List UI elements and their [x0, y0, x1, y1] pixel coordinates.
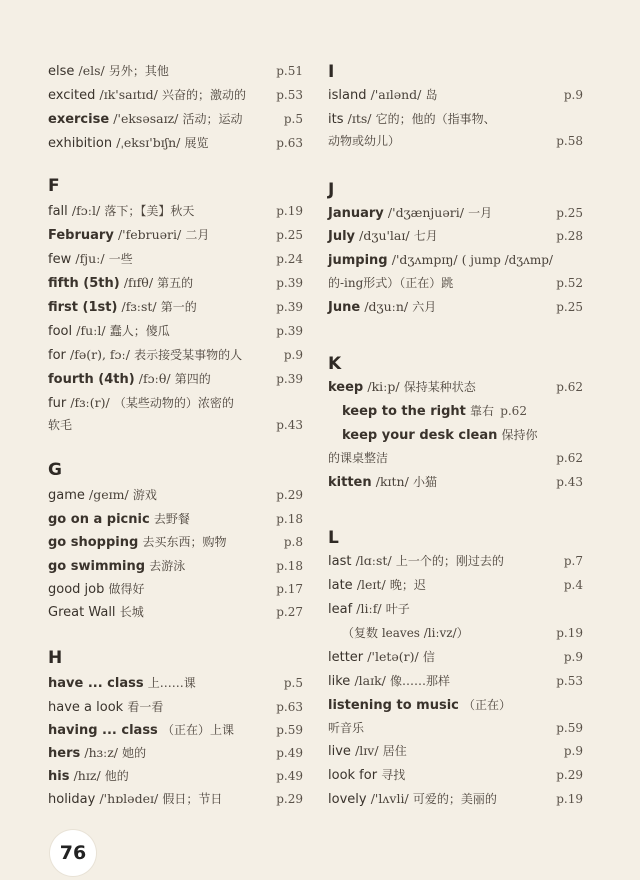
glossary-entry [48, 508, 303, 530]
glossary-entry [328, 717, 583, 739]
entry-page-reference: p.24 [276, 252, 303, 266]
entry-word: late [328, 578, 353, 593]
entry-page-reference: p.17 [276, 582, 303, 596]
entry-translation: 岛 [425, 88, 438, 102]
glossary-entry [328, 598, 583, 620]
entry-word: fourth (4th) [48, 372, 135, 387]
glossary-entry [48, 765, 303, 787]
entry-translation: 落下；【美】秋天 [104, 204, 195, 218]
section-letter: G [48, 460, 62, 480]
glossary-entry [328, 272, 583, 294]
entry-word: go shopping [48, 535, 139, 550]
glossary-entry [342, 400, 583, 422]
entry-translation: 它的；他的（指事物、 [375, 112, 496, 126]
entry-page-reference: p.49 [276, 746, 303, 760]
entry-page-reference: p.25 [276, 228, 303, 242]
entry-page-reference: p.9 [563, 650, 583, 664]
entry-page-reference: p.29 [556, 768, 583, 782]
glossary-entry [328, 670, 583, 692]
glossary-entry [48, 531, 303, 553]
entry-page-reference: p.51 [276, 64, 303, 78]
entry-translation: ( jump /dʒʌmp/ [461, 253, 553, 267]
entry-translation: 晚；迟 [389, 578, 426, 592]
glossary-entry [48, 414, 303, 436]
entry-pronunciation: /'eksəsaɪz/ [113, 111, 179, 126]
entry-translation: 做得好 [108, 582, 145, 596]
entry-translation: 她的 [122, 746, 147, 760]
entry-word: its [328, 112, 344, 127]
entry-page-reference: p.62 [556, 380, 583, 394]
entry-word: fifth (5th) [48, 276, 120, 291]
glossary-entry [328, 574, 583, 596]
glossary-entry [48, 60, 303, 82]
entry-page-reference: p.25 [556, 300, 583, 314]
entry-pronunciation: /kiːp/ [367, 379, 400, 394]
entry-page-reference: p.28 [556, 229, 583, 243]
entry-word: February [48, 228, 114, 243]
section-letter: F [48, 176, 60, 196]
entry-page-reference: p.8 [283, 535, 303, 549]
entry-word: keep [328, 380, 364, 395]
entry-page-reference: p.53 [276, 88, 303, 102]
glossary-entry [48, 719, 303, 741]
entry-translation: 动物或幼儿） [328, 134, 401, 148]
entry-pronunciation: /els/ [78, 63, 105, 78]
entry-word: June [328, 300, 361, 315]
section-letter: I [328, 62, 335, 82]
entry-pronunciation: /'aɪlənd/ [370, 87, 422, 102]
entry-page-reference: p.49 [276, 769, 303, 783]
entry-page-reference: p.59 [556, 721, 583, 735]
entry-word: jumping [328, 253, 388, 268]
entry-page-reference: p.7 [563, 554, 583, 568]
entry-translation: （复数 leaves /liːvz/） [342, 626, 469, 640]
entry-word: have ... class [48, 676, 144, 691]
entry-pronunciation: /dʒuːn/ [364, 299, 409, 314]
glossary-entry [48, 320, 303, 342]
glossary-entry [328, 788, 583, 810]
entry-pronunciation: /lɑːst/ [355, 553, 392, 568]
glossary-entry [328, 447, 583, 469]
entry-pronunciation: /hɜːz/ [84, 745, 119, 760]
entry-pronunciation: /fɜːst/ [121, 299, 157, 314]
entry-pronunciation: /liːf/ [356, 601, 382, 616]
entry-word: fool [48, 324, 73, 339]
glossary-entry [328, 225, 583, 247]
entry-word: good job [48, 582, 105, 597]
entry-word: look for [328, 768, 378, 783]
entry-word: keep to the right [342, 404, 466, 419]
entry-translation: 展览 [184, 136, 209, 150]
glossary-entry [328, 202, 583, 224]
entry-translation: （正在） [463, 698, 512, 712]
glossary-entry [48, 392, 303, 414]
entry-page-reference: p.9 [563, 744, 583, 758]
glossary-entry [328, 130, 583, 152]
entry-pronunciation: /fuːl/ [76, 323, 106, 338]
entry-pronunciation: /'hɒlədeɪ/ [99, 791, 159, 806]
glossary-entry [328, 550, 583, 572]
entry-page-reference: p.63 [276, 136, 303, 150]
glossary-entry [48, 555, 303, 577]
entry-word: like [328, 674, 351, 689]
entry-pronunciation: /ˌeksɪ'bɪʃn/ [116, 135, 181, 150]
glossary-entry [328, 376, 583, 398]
glossary-entry [48, 484, 303, 506]
glossary-entry [48, 742, 303, 764]
glossary-entry [328, 249, 583, 271]
entry-translation: 长城 [119, 605, 144, 619]
entry-pronunciation: /'letə(r)/ [367, 649, 419, 664]
entry-translation: 居住 [382, 744, 407, 758]
entry-page-reference: p.62 [556, 451, 583, 465]
glossary-entry [48, 84, 303, 106]
entry-word: lovely [328, 792, 367, 807]
entry-page-reference: p.43 [276, 418, 303, 432]
entry-page-reference: p.39 [276, 324, 303, 338]
entry-translation: 上一个的；刚过去的 [395, 554, 504, 568]
entry-page-reference: p.39 [276, 372, 303, 386]
entry-page-reference: p.5 [283, 112, 303, 126]
entry-translation: 去买东西；购物 [142, 535, 227, 549]
glossary-entry [342, 424, 583, 446]
entry-translation: 兴奋的；激动的 [161, 88, 246, 102]
entry-translation: 像……那样 [390, 674, 451, 688]
entry-pronunciation: /fɔːl/ [71, 203, 101, 218]
entry-pronunciation: /kɪtn/ [375, 474, 409, 489]
glossary-entry [328, 108, 583, 130]
section-letter: H [48, 648, 63, 668]
entry-pronunciation: /'dʒʌmpɪŋ/ [391, 252, 458, 267]
entry-translation: 第四的 [174, 372, 211, 386]
entry-page-reference: p.19 [276, 204, 303, 218]
entry-translation: 他的 [104, 769, 129, 783]
entry-translation: 上……课 [147, 676, 196, 690]
entry-word: else [48, 64, 75, 79]
entry-word: few [48, 252, 72, 267]
entry-word: July [328, 229, 356, 244]
entry-word: fall [48, 204, 68, 219]
entry-translation: 保持某种状态 [403, 380, 476, 394]
entry-page-reference: p.39 [276, 276, 303, 290]
entry-translation: （某些动物的）浓密的 [113, 396, 234, 410]
entry-pronunciation: /fɪfθ/ [123, 275, 154, 290]
entry-word: kitten [328, 475, 372, 490]
entry-pronunciation: /fə(r), fɔː/ [70, 347, 130, 362]
entry-page-reference: p.52 [556, 276, 583, 290]
entry-word: island [328, 88, 367, 103]
entry-pronunciation: /fjuː/ [75, 251, 105, 266]
entry-word: game [48, 488, 85, 503]
entry-word: January [328, 206, 384, 221]
entry-translation: 另外；其他 [108, 64, 169, 78]
glossary-entry [328, 646, 583, 668]
entry-page-reference: p.63 [276, 700, 303, 714]
section-letter: L [328, 528, 339, 548]
entry-translation: 六月 [412, 300, 437, 314]
entry-pronunciation: /fɔːθ/ [138, 371, 171, 386]
glossary-entry [48, 368, 303, 390]
entry-word: go swimming [48, 559, 146, 574]
glossary-entry [48, 344, 303, 366]
entry-translation: 蠢人；傻瓜 [109, 324, 170, 338]
glossary-entry [48, 578, 303, 600]
entry-word: fur [48, 396, 67, 411]
entry-page-reference: p.18 [276, 512, 303, 526]
entry-pronunciation: /'lʌvli/ [370, 791, 409, 806]
entry-page-reference: p.53 [556, 674, 583, 688]
entry-word: keep your desk clean [342, 428, 498, 443]
entry-translation: 保持你 [501, 428, 538, 442]
entry-word: go on a picnic [48, 512, 150, 527]
entry-pronunciation: /'dʒænjuəri/ [387, 205, 464, 220]
entry-pronunciation: /dʒu'laɪ/ [359, 228, 410, 243]
entry-word: have a look [48, 700, 124, 715]
glossary-entry [342, 622, 583, 644]
entry-pronunciation: /ɪk'saɪtɪd/ [99, 87, 158, 102]
section-letter: K [328, 354, 342, 374]
entry-pronunciation: /hɪz/ [73, 768, 101, 783]
entry-page-reference: p.19 [556, 792, 583, 806]
entry-translation: 可爱的；美丽的 [412, 792, 497, 806]
glossary-entry [48, 601, 303, 623]
entry-word: having ... class [48, 723, 158, 738]
entry-translation: 表示接受某事物的人 [134, 348, 243, 362]
glossary-entry [48, 696, 303, 718]
entry-word: exhibition [48, 136, 113, 151]
glossary-entry [48, 788, 303, 810]
glossary-entry [328, 84, 583, 106]
entry-page-reference: p.25 [556, 206, 583, 220]
entry-translation: 的课桌整洁 [328, 451, 389, 465]
entry-word: leaf [328, 602, 353, 617]
entry-page-reference: p.59 [276, 723, 303, 737]
entry-page-reference: p.18 [276, 559, 303, 573]
entry-page-reference: p.27 [276, 605, 303, 619]
page-number-badge: 76 [50, 830, 96, 876]
entry-word: letter [328, 650, 364, 665]
entry-translation: 二月 [185, 228, 210, 242]
entry-pronunciation: /ɪts/ [347, 111, 372, 126]
entry-page-reference: p.29 [276, 792, 303, 806]
entry-translation: 假日；节日 [162, 792, 223, 806]
entry-page-reference: p.58 [556, 134, 583, 148]
entry-translation: 看一看 [127, 700, 164, 714]
glossary-entry [48, 248, 303, 270]
entry-translation: 的-ing形式）（正在）跳 [328, 276, 454, 290]
entry-translation: 听音乐 [328, 721, 365, 735]
entry-translation: 信 [422, 650, 435, 664]
entry-translation: 寻找 [381, 768, 406, 782]
entry-translation: 一些 [108, 252, 133, 266]
entry-translation: 去野餐 [153, 512, 190, 526]
entry-page-reference: p.62 [500, 404, 527, 418]
glossary-entry [328, 471, 583, 493]
entry-page-reference: p.9 [283, 348, 303, 362]
entry-word: first (1st) [48, 300, 118, 315]
entry-page-reference: p.5 [283, 676, 303, 690]
entry-translation: （正在）上课 [161, 723, 234, 737]
entry-word: excited [48, 88, 96, 103]
entry-word: Great Wall [48, 605, 116, 620]
entry-pronunciation: /fɜː(r)/ [70, 395, 110, 410]
entry-page-reference: p.4 [563, 578, 583, 592]
glossary-entry [328, 764, 583, 786]
entry-page-reference: p.29 [276, 488, 303, 502]
glossary-entry [48, 200, 303, 222]
entry-pronunciation: /lɪv/ [355, 743, 379, 758]
entry-pronunciation: /laɪk/ [354, 673, 386, 688]
glossary-entry [328, 694, 583, 716]
entry-translation: 第五的 [157, 276, 194, 290]
entry-translation: 靠右 [470, 404, 495, 418]
entry-translation: 第一的 [160, 300, 197, 314]
entry-word: hers [48, 746, 81, 761]
entry-page-reference: p.19 [556, 626, 583, 640]
entry-page-reference: p.43 [556, 475, 583, 489]
entry-word: his [48, 769, 70, 784]
entry-word: for [48, 348, 66, 363]
glossary-entry [328, 296, 583, 318]
entry-page-reference: p.39 [276, 300, 303, 314]
entry-word: last [328, 554, 352, 569]
entry-page-reference: p.9 [563, 88, 583, 102]
entry-word: live [328, 744, 351, 759]
entry-word: holiday [48, 792, 96, 807]
entry-translation: 去游泳 [149, 559, 186, 573]
entry-word: listening to music [328, 698, 459, 713]
entry-pronunciation: /'februəri/ [117, 227, 182, 242]
entry-translation: 游戏 [132, 488, 157, 502]
glossary-entry [328, 740, 583, 762]
entry-pronunciation: /geɪm/ [89, 487, 129, 502]
entry-translation: 七月 [413, 229, 438, 243]
entry-pronunciation: /leɪt/ [356, 577, 386, 592]
entry-word: exercise [48, 112, 110, 127]
glossary-entry [48, 132, 303, 154]
entry-translation: 叶子 [385, 602, 410, 616]
glossary-entry [48, 296, 303, 318]
entry-translation: 软毛 [48, 418, 73, 432]
section-letter: J [328, 180, 335, 200]
glossary-entry [48, 272, 303, 294]
glossary-entry [48, 672, 303, 694]
glossary-entry [48, 108, 303, 130]
entry-translation: 小猫 [412, 475, 437, 489]
entry-translation: 一月 [468, 206, 493, 220]
glossary-entry [48, 224, 303, 246]
entry-translation: 活动；运动 [182, 112, 243, 126]
